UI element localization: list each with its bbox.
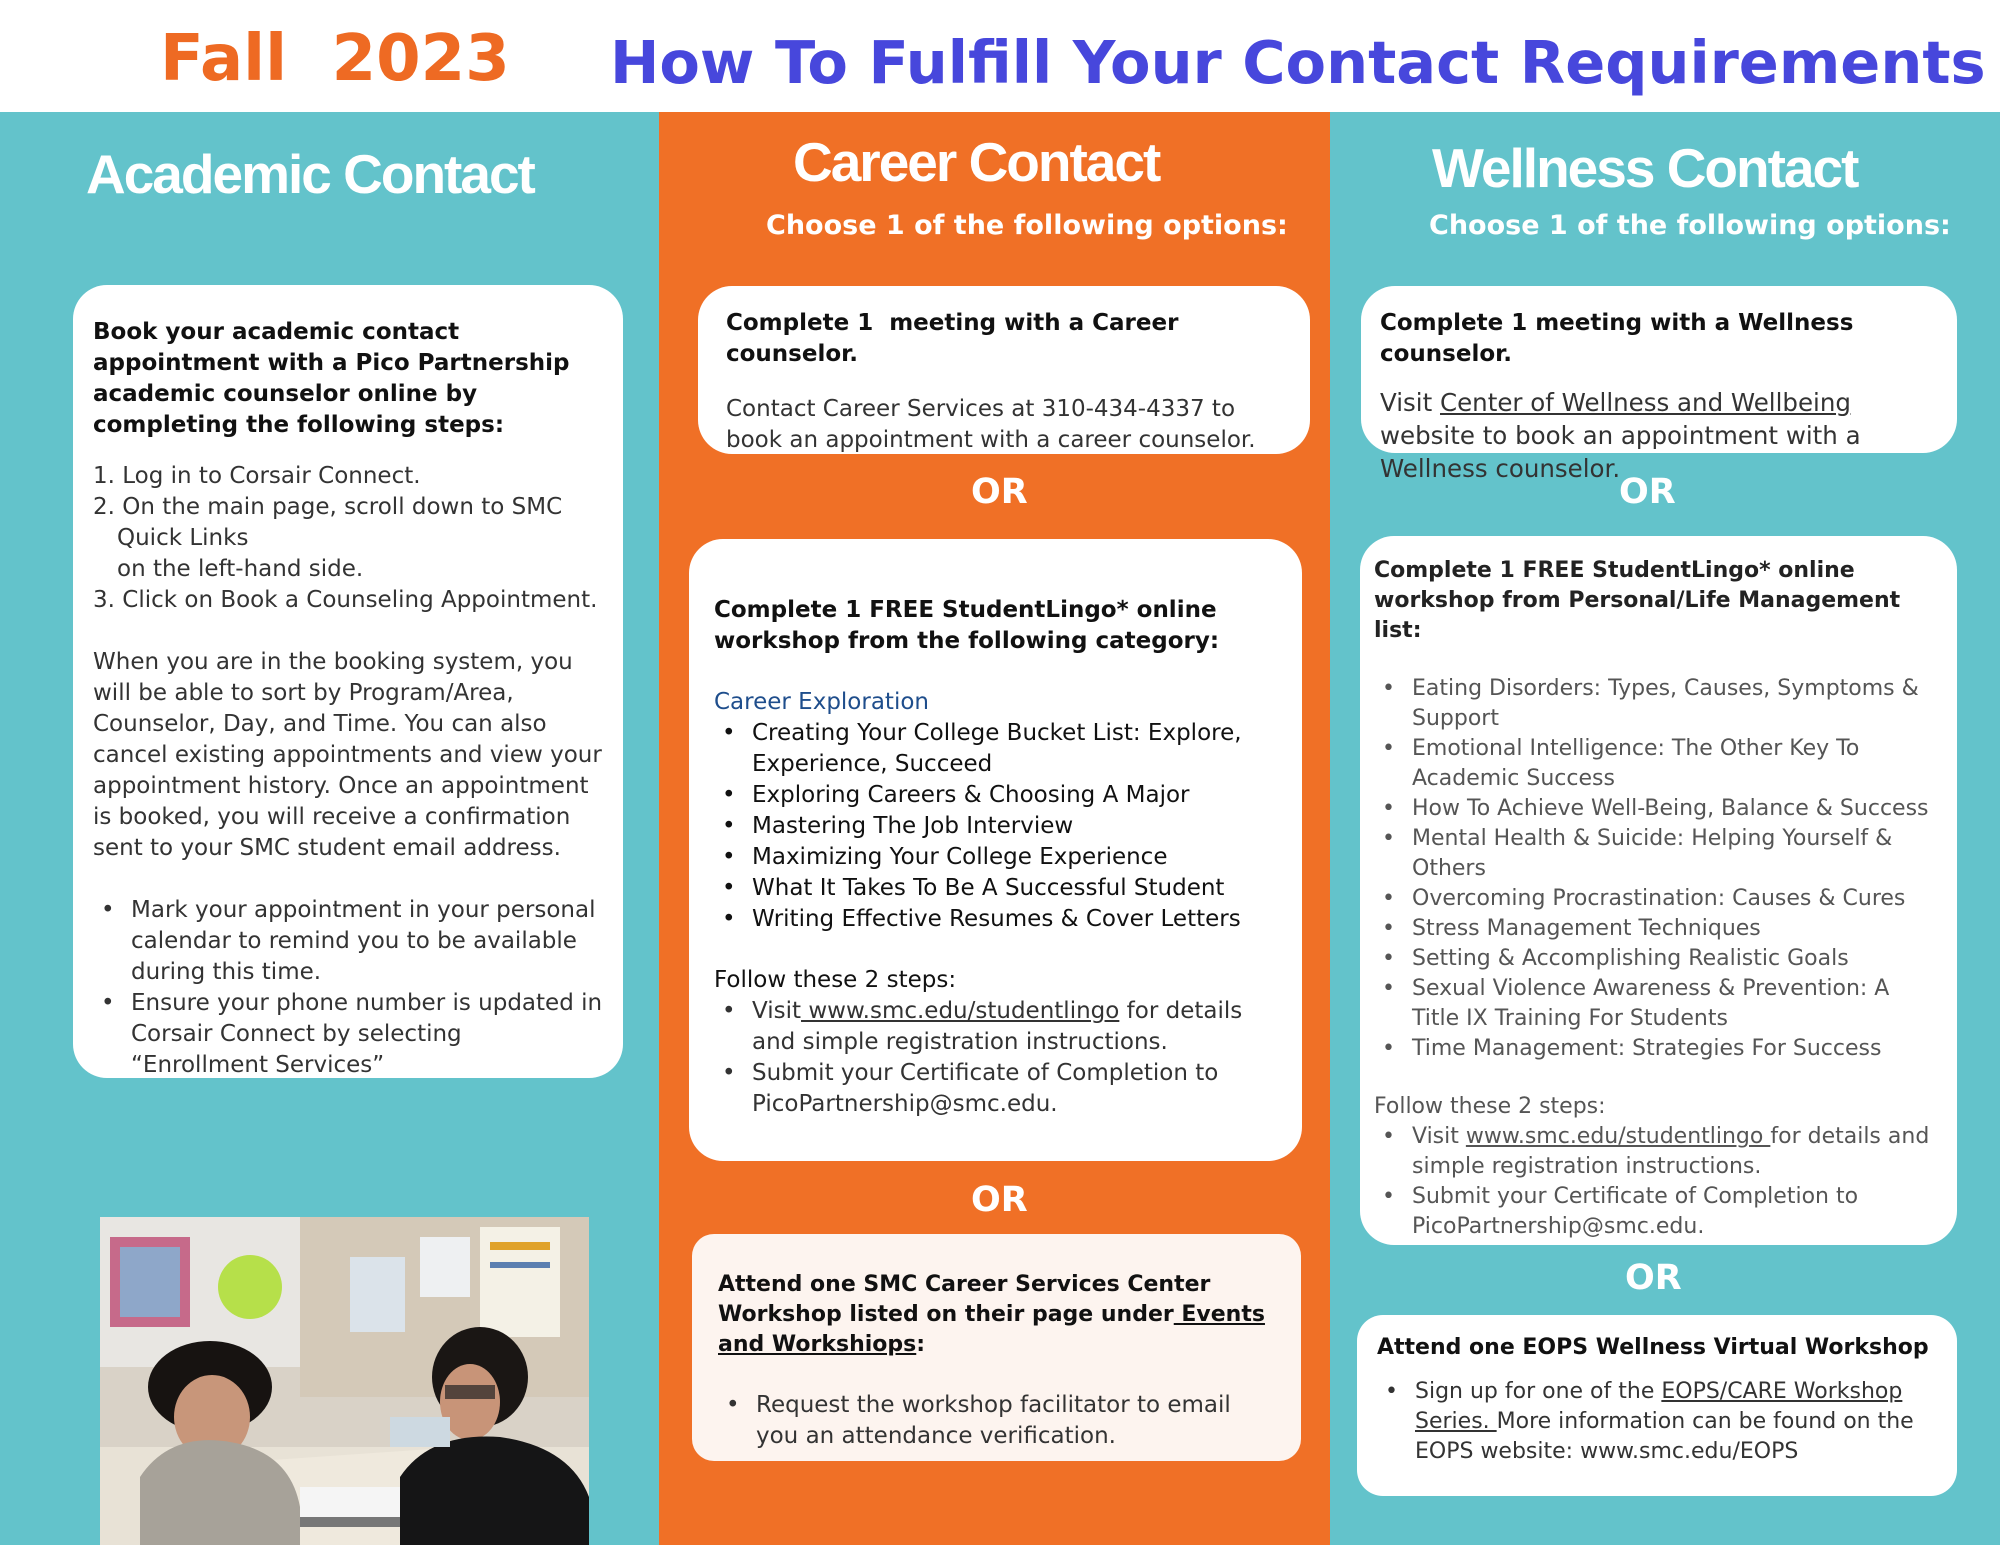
wellness-eops-heading: Attend one EOPS Wellness Virtual Workshop	[1377, 1335, 1929, 1360]
wellness-or-1: OR	[1619, 472, 1676, 512]
career-category-label: Career Exploration	[714, 689, 929, 715]
list-item: • Setting & Accomplishing Realistic Goals	[1374, 944, 1943, 974]
list-item: • Creating Your College Bucket List: Explore, Experience, Succeed	[714, 718, 1278, 780]
studentlingo-link[interactable]: www.smc.edu/studentlingo	[1465, 1124, 1771, 1149]
career-counselor-heading: Complete 1 meeting with a Career counselor.	[726, 310, 1187, 367]
step-text: for details and simple registration instructions.	[1412, 1124, 1930, 1179]
page-title: How To Fulfill Your Contact Requirements	[610, 28, 1986, 97]
heading-text: :	[916, 1332, 926, 1357]
list-item	[714, 996, 1278, 1058]
list-item: • Request the workshop facilitator to email you an attendance verification.	[718, 1390, 1275, 1452]
career-steps-list	[714, 996, 1278, 1120]
career-or-1: OR	[971, 472, 1028, 512]
bullet-text: More information can be found on the EOPS website: www.smc.edu/EOPS	[1415, 1409, 1914, 1464]
list-item: • Overcoming Procrastination: Causes & Cures	[1374, 884, 1943, 914]
step-text: for details and simple registration instructions.	[752, 998, 1243, 1055]
career-steps-label: Follow these 2 steps:	[714, 967, 957, 993]
academic-step: 1. Log in to Corsair Connect.	[93, 463, 421, 489]
list-item: • Ensure your phone number is updated in Corsair Connect by selecting “Enrollment Services”	[93, 988, 603, 1081]
bullet-text: Sign up for one of the	[1415, 1379, 1662, 1404]
wellness-card-studentlingo	[1360, 536, 1957, 1245]
studentlingo-link[interactable]: www.smc.edu/studentlingo	[801, 998, 1120, 1024]
wellness-eops-bullets	[1377, 1377, 1937, 1467]
list-item: • Emotional Intelligence: The Other Key To Academic Success	[1374, 734, 1943, 794]
list-item: • Writing Effective Resumes & Cover Letters	[714, 904, 1278, 935]
wellness-subtitle: Choose 1 of the following options:	[1429, 210, 1951, 241]
list-item: • Submit your Certificate of Completion to PicoPartnership@smc.edu.	[714, 1058, 1278, 1120]
list-item: • Exploring Careers & Choosing A Major	[714, 780, 1278, 811]
academic-paragraph: When you are in the booking system, you will be able to sort by Program/Area, Counselor, Day, and Time. You can also cancel existing appointments and view your appointment history. Once an appointment is booked, you will receive a confirmation sent to your SMC student email address.	[93, 649, 602, 861]
counseling-photo-image	[100, 1217, 589, 1545]
list-item: • Mark your appointment in your personal calendar to remind you to be available during this time.	[93, 895, 603, 988]
career-studentlingo-heading: Complete 1 FREE StudentLingo* online workshop from the following category:	[714, 597, 1220, 654]
career-counselor-body: Contact Career Services at 310-434-4337 to book an appointment with a career counselor.	[726, 396, 1256, 453]
eops-care-link[interactable]: EOPS/CARE Workshop Series.	[1415, 1379, 1903, 1434]
academic-steps	[93, 461, 603, 616]
career-title: Career Contact	[793, 131, 1160, 193]
step-text: Visit	[752, 998, 802, 1024]
list-item: • Time Management: Strategies For Success	[1374, 1034, 1943, 1064]
wellness-counselor-body	[1380, 386, 1938, 485]
list-item: • What It Takes To Be A Successful Student	[714, 873, 1278, 904]
wellness-studentlingo-heading: Complete 1 FREE StudentLingo* online workshop from Personal/Life Management list:	[1374, 558, 1901, 643]
academic-card-heading: Book your academic contact appointment with a Pico Partnership academic counselor online by completing the following steps:	[93, 319, 570, 438]
wellness-workshop-list	[1374, 674, 1943, 1064]
list-item: • Mental Health & Suicide: Helping Yourself & Others	[1374, 824, 1943, 884]
list-item: • Stress Management Techniques	[1374, 914, 1943, 944]
academic-bullets	[93, 895, 603, 1081]
body-text: Visit	[1380, 388, 1440, 417]
career-card-studentlingo	[689, 539, 1302, 1161]
list-item: • Maximizing Your College Experience	[714, 842, 1278, 873]
term-label: Fall 2023	[160, 22, 510, 96]
list-item	[1377, 1377, 1937, 1467]
counseling-photo	[100, 1217, 589, 1545]
career-workshop-list	[714, 718, 1278, 935]
page-header	[0, 0, 2000, 112]
list-item: • Mastering The Job Interview	[714, 811, 1278, 842]
career-or-2: OR	[971, 1180, 1028, 1220]
wellness-title: Wellness Contact	[1432, 137, 1858, 199]
wellness-center-link[interactable]: Center of Wellness and Wellbeing	[1440, 388, 1851, 417]
wellness-card-counselor	[1361, 286, 1957, 483]
wellness-card-eops	[1357, 1315, 1957, 1496]
list-item: • How To Achieve Well-Being, Balance & Success	[1374, 794, 1943, 824]
career-column	[659, 112, 1330, 1545]
events-workshops-link[interactable]: Events and Workshiops	[718, 1302, 1265, 1357]
academic-title: Academic Contact	[86, 143, 534, 205]
wellness-counselor-heading: Complete 1 meeting with a Wellness counselor.	[1380, 310, 1854, 367]
list-item: • Sexual Violence Awareness & Prevention: A Title IX Training For Students	[1374, 974, 1943, 1034]
academic-card	[73, 285, 623, 1078]
academic-column	[0, 112, 659, 1545]
wellness-column	[1330, 112, 2000, 1545]
career-subtitle: Choose 1 of the following options:	[766, 210, 1288, 241]
wellness-steps-label: Follow these 2 steps:	[1374, 1094, 1606, 1119]
career-card-workshop	[692, 1234, 1301, 1461]
heading-text: Attend one SMC Career Services Center Workshop listed on their page under	[718, 1272, 1211, 1327]
academic-step: 2. On the main page, scroll down to SMC Quick Links	[93, 494, 563, 551]
wellness-or-2: OR	[1625, 1258, 1682, 1298]
academic-step: 3. Click on Book a Counseling Appointment.	[93, 587, 598, 613]
list-item: • Eating Disorders: Types, Causes, Symptoms & Support	[1374, 674, 1943, 734]
academic-step: on the left-hand side.	[117, 556, 364, 582]
career-workshop-heading	[718, 1270, 1275, 1360]
step-text: Visit	[1412, 1124, 1466, 1149]
career-card-counselor	[698, 286, 1310, 454]
list-item	[1374, 1122, 1943, 1182]
list-item: • Submit your Certificate of Completion to PicoPartnership@smc.edu.	[1374, 1182, 1943, 1242]
career-workshop-bullets	[718, 1390, 1275, 1452]
wellness-steps-list	[1374, 1122, 1943, 1242]
body-text: website to book an appointment with a Wellness counselor.	[1380, 421, 1861, 483]
